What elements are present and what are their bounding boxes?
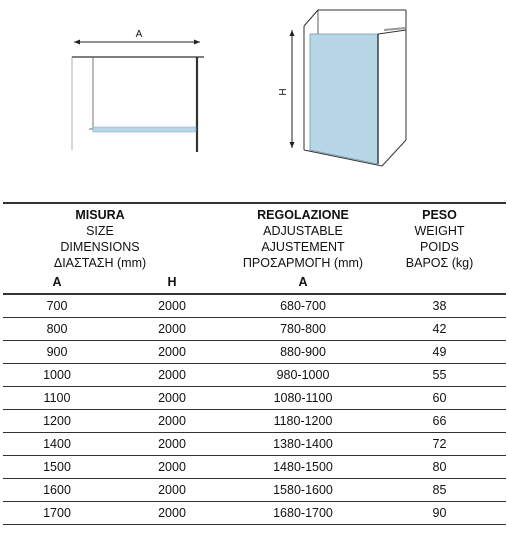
cell-a: 1500 xyxy=(3,456,111,479)
cell-weight: 49 xyxy=(373,341,506,364)
adjustable-header xyxy=(233,204,373,271)
shower-wall-3d-diagram xyxy=(304,10,406,166)
cell-a: 1600 xyxy=(3,479,111,502)
cell-adj: 1580-1600 xyxy=(233,479,373,502)
size-header xyxy=(3,204,233,271)
cell-a: 1700 xyxy=(3,502,111,525)
cell-a: 800 xyxy=(3,318,111,341)
table-row xyxy=(3,364,506,387)
cell-weight: 90 xyxy=(373,502,506,525)
cell-weight: 60 xyxy=(373,387,506,410)
table-row xyxy=(3,318,506,341)
cell-h: 2000 xyxy=(111,410,233,433)
specification-table xyxy=(3,202,506,525)
size-header-it: MISURA xyxy=(75,208,125,222)
cell-h: 2000 xyxy=(111,456,233,479)
cell-weight: 66 xyxy=(373,410,506,433)
adjustable-header-fr: AJUSTEMENT xyxy=(261,240,345,254)
table-row xyxy=(3,456,506,479)
cell-adj: 1080-1100 xyxy=(233,387,373,410)
table-body xyxy=(3,294,506,525)
glass-panel xyxy=(310,34,378,164)
glass-panel-top xyxy=(93,127,196,132)
top-view-diagram xyxy=(0,0,508,200)
weight-header-it: PESO xyxy=(422,208,457,222)
table-row xyxy=(3,502,506,525)
table-row xyxy=(3,294,506,318)
cell-h: 2000 xyxy=(111,318,233,341)
cell-h: 2000 xyxy=(111,294,233,318)
cell-weight: 72 xyxy=(373,433,506,456)
weight-header-gr: ΒΑΡΟΣ (kg) xyxy=(405,256,474,270)
table-row xyxy=(3,433,506,456)
table-row xyxy=(3,479,506,502)
cell-a: 1200 xyxy=(3,410,111,433)
cell-adj: 1680-1700 xyxy=(233,502,373,525)
cell-a: 700 xyxy=(3,294,111,318)
adjustable-header-gr: ΠΡΟΣΑΡΜΟΓΗ (mm) xyxy=(242,256,364,270)
size-header-gr: ΔΙΑΣΤΑΣΗ (mm) xyxy=(53,256,147,270)
weight-header-fr: POIDS xyxy=(420,240,459,254)
cell-h: 2000 xyxy=(111,387,233,410)
cell-adj: 980-1000 xyxy=(233,364,373,387)
cell-a: 1400 xyxy=(3,433,111,456)
weight-header-en: WEIGHT xyxy=(414,224,465,238)
cell-h: 2000 xyxy=(111,433,233,456)
table-row xyxy=(3,341,506,364)
cell-weight: 38 xyxy=(373,294,506,318)
cell-weight: 85 xyxy=(373,479,506,502)
cell-weight: 55 xyxy=(373,364,506,387)
cell-adj: 1480-1500 xyxy=(233,456,373,479)
cell-h: 2000 xyxy=(111,364,233,387)
size-header-fr: DIMENSIONS xyxy=(60,240,140,254)
cell-weight: 80 xyxy=(373,456,506,479)
column-weight-header xyxy=(373,271,506,294)
cell-adj: 1380-1400 xyxy=(233,433,373,456)
table-row xyxy=(3,410,506,433)
column-adj-a-header: A xyxy=(233,271,373,294)
cell-a: 1000 xyxy=(3,364,111,387)
diagrams xyxy=(0,0,508,200)
cell-adj: 880-900 xyxy=(233,341,373,364)
cell-a: 1100 xyxy=(3,387,111,410)
column-h-header: H xyxy=(111,271,233,294)
cell-h: 2000 xyxy=(111,479,233,502)
adjustable-header-it: REGOLAZIONE xyxy=(257,208,349,222)
cell-weight: 42 xyxy=(373,318,506,341)
cell-h: 2000 xyxy=(111,502,233,525)
cell-adj: 780-800 xyxy=(233,318,373,341)
cell-adj: 680-700 xyxy=(233,294,373,318)
adjustable-header-en: ADJUSTABLE xyxy=(263,224,343,238)
cell-a: 900 xyxy=(3,341,111,364)
column-a-header: A xyxy=(3,271,111,294)
cell-h: 2000 xyxy=(111,341,233,364)
table-row xyxy=(3,387,506,410)
cell-adj: 1180-1200 xyxy=(233,410,373,433)
size-header-en: SIZE xyxy=(86,224,114,238)
weight-header xyxy=(373,204,506,271)
dimension-label-a: A xyxy=(135,29,143,40)
dimension-label-h: H xyxy=(278,88,289,96)
